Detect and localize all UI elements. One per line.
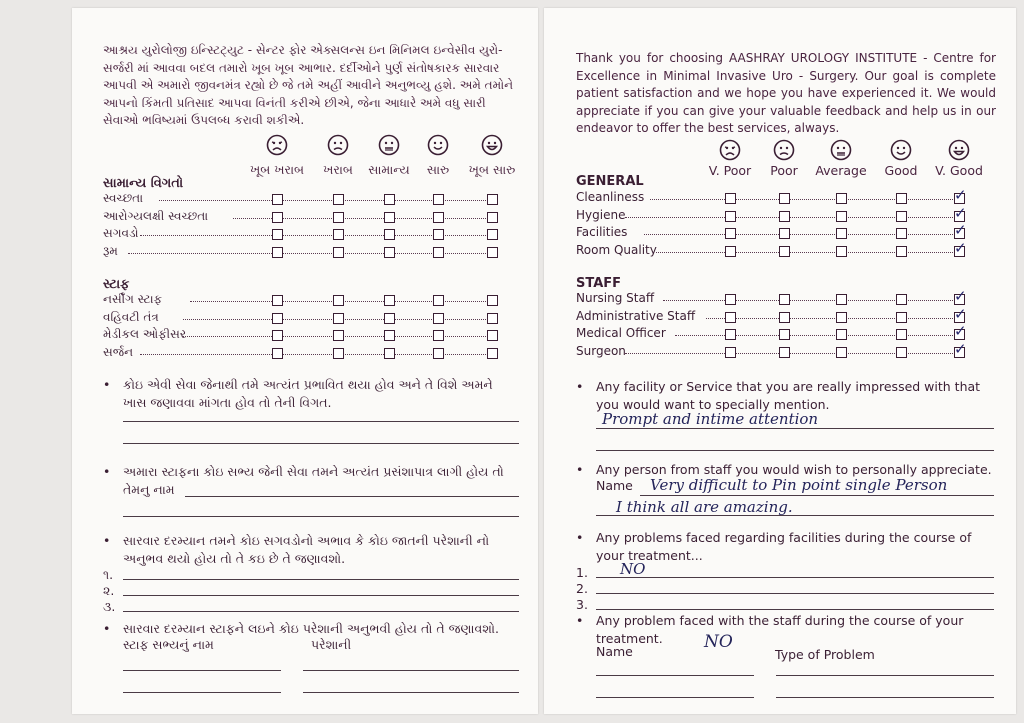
left-rating-checkbox[interactable] <box>487 194 498 205</box>
bullet-icon: • <box>103 621 111 636</box>
check-mark-icon: ✓ <box>954 203 967 222</box>
neutral-face-icon <box>830 139 852 161</box>
right-rating-checkbox[interactable] <box>836 312 847 323</box>
right-q4-type-label: Type of Problem <box>775 647 875 662</box>
answer-line[interactable] <box>776 675 994 676</box>
right-rating-checkbox[interactable] <box>836 347 847 358</box>
left-general-title: સામાન્ય વિગતો <box>103 176 184 191</box>
left-rating-label: ખરાબ <box>323 162 353 177</box>
left-rating-label: ખૂબ સારુ <box>468 162 516 177</box>
left-row-label: મેડીકલ ઓફીસર <box>103 327 187 341</box>
right-rating-checkbox[interactable] <box>896 312 907 323</box>
leader-dots <box>650 199 959 200</box>
right-rating-checkbox[interactable] <box>779 347 790 358</box>
sad-face-icon <box>327 134 349 156</box>
answer-line[interactable] <box>123 670 281 671</box>
answer-line[interactable] <box>776 697 994 698</box>
left-staff-title: સ્ટાફ <box>103 277 130 292</box>
right-rating-label: V. Good <box>935 163 983 178</box>
answer-line[interactable] <box>596 450 994 451</box>
right-rating-checkbox[interactable] <box>725 246 736 257</box>
right-rating-checkbox[interactable] <box>896 329 907 340</box>
left-rating-checkbox[interactable] <box>272 229 283 240</box>
right-rating-label: Average <box>815 163 867 178</box>
leader-dots <box>656 252 959 253</box>
check-mark-icon: ✓ <box>954 238 967 257</box>
check-mark-icon: ✓ <box>954 287 967 305</box>
right-rating-checkbox[interactable] <box>779 228 790 239</box>
left-rating-label: સારુ <box>426 162 450 177</box>
right-rating-checkbox[interactable] <box>779 193 790 204</box>
handwritten-answer-q1: Prompt and intime attention <box>602 410 819 428</box>
left-rating-label: ખૂબ ખરાબ <box>249 162 305 177</box>
left-q2: અમારા સ્ટાફના કોઇ સભ્ય જેની સેવા તમને અત્યંત પ્રસંશાપાત્ર લાગી હોય તો તેમનુ નામ <box>123 464 504 497</box>
leader-dots <box>675 335 959 336</box>
left-rating-checkbox[interactable] <box>433 313 444 324</box>
left-rating-checkbox[interactable] <box>272 247 283 258</box>
left-rating-checkbox[interactable] <box>384 194 395 205</box>
right-rating-checkbox[interactable] <box>896 294 907 305</box>
answer-line[interactable] <box>596 697 754 698</box>
left-rating-checkbox[interactable] <box>384 247 395 258</box>
answer-line[interactable] <box>640 495 994 496</box>
answer-line[interactable] <box>596 593 994 594</box>
very-sad-face-icon <box>266 134 288 156</box>
left-rating-checkbox[interactable] <box>487 247 498 258</box>
left-rating-checkbox[interactable] <box>384 330 395 341</box>
right-row-label: Cleanliness <box>576 190 645 204</box>
check-mark-icon: ✓ <box>954 304 967 323</box>
left-row-label: વહિવટી તંત્ર <box>103 309 159 324</box>
left-q3-num-1: ૧. <box>103 567 114 582</box>
left-q3-num-3: ૩. <box>103 599 116 614</box>
right-rating-checkbox[interactable] <box>779 294 790 305</box>
bullet-icon: • <box>576 530 584 545</box>
answer-line[interactable] <box>303 670 519 671</box>
left-row-label: સર્જન <box>103 344 134 359</box>
left-rating-checkbox[interactable] <box>433 212 444 223</box>
right-rating-checkbox[interactable] <box>836 329 847 340</box>
right-rating-checkbox[interactable] <box>725 312 736 323</box>
left-rating-checkbox[interactable] <box>333 313 344 324</box>
left-q3: સારવાર દરમ્યાન તમને કોઇ સગવડોનો અભાવ કે કોઇ જાતની પરેશાની નો અનુભવ થયો હોય તો તે કઇ છે તે જણાવશો. <box>123 533 490 566</box>
check-mark-icon: ✓ <box>954 186 967 204</box>
right-q3-num-2: 2. <box>576 581 588 596</box>
right-rating-checkbox[interactable] <box>896 211 907 222</box>
left-rating-checkbox[interactable] <box>272 330 283 341</box>
handwritten-answer-q4: NO <box>704 632 733 652</box>
left-rating-checkbox[interactable] <box>433 247 444 258</box>
left-rating-checkbox[interactable] <box>272 348 283 359</box>
bullet-icon: • <box>103 464 111 479</box>
right-q1: Any facility or Service that you are really impressed with that you would want to specially mention. <box>596 379 981 412</box>
answer-line[interactable] <box>123 692 281 693</box>
right-rating-checkbox[interactable] <box>725 228 736 239</box>
right-row-label: Hygiene <box>576 207 626 222</box>
left-rating-checkbox[interactable] <box>333 247 344 258</box>
big-smile-face-icon <box>481 134 503 156</box>
leader-dots <box>625 353 959 354</box>
answer-line[interactable] <box>123 443 519 444</box>
bullet-icon: • <box>576 462 584 477</box>
answer-line[interactable] <box>596 515 994 516</box>
check-mark-icon: ✓ <box>954 322 967 340</box>
left-rating-checkbox[interactable] <box>433 194 444 205</box>
bullet-icon: • <box>103 533 111 548</box>
left-rating-checkbox[interactable] <box>384 348 395 359</box>
left-rating-checkbox[interactable] <box>384 229 395 240</box>
answer-line[interactable] <box>596 428 994 429</box>
left-row-label: નર્સીંગ સ્ટાફ <box>103 292 163 306</box>
left-rating-checkbox[interactable] <box>487 330 498 341</box>
right-staff-title: STAFF <box>576 276 622 291</box>
right-rating-checkbox[interactable] <box>836 246 847 257</box>
big-smile-face-icon <box>948 139 970 161</box>
left-rating-checkbox[interactable] <box>333 295 344 306</box>
sad-face-icon <box>773 139 795 161</box>
right-rating-checkbox[interactable] <box>896 347 907 358</box>
right-rating-checkbox[interactable] <box>725 193 736 204</box>
left-rating-checkbox[interactable] <box>333 194 344 205</box>
right-row-label: Surgeon <box>576 343 626 358</box>
left-rating-checkbox[interactable] <box>272 313 283 324</box>
check-mark-icon: ✓ <box>954 339 967 358</box>
left-rating-checkbox[interactable] <box>487 229 498 240</box>
left-row-label: આરોગ્યલક્ષી સ્વચ્છતા <box>103 208 209 223</box>
right-row-label: Administrative Staff <box>576 308 696 323</box>
leader-dots <box>625 217 959 218</box>
right-q3: Any problems faced regarding facilities during the course of your treatment... <box>596 530 972 563</box>
leader-dots <box>706 318 959 319</box>
english-intro: Thank you for choosing AASHRAY UROLOGY INSTITUTE - Centre for Excellence in Minimal Invasive Uro - Surgery. Our goal is complete patient satisfaction and we hope you have experienced it. We would appreciate if you can give your valuable feedback and help us in our endeavor to offer the best services, always. <box>576 51 996 135</box>
left-rating-checkbox[interactable] <box>487 295 498 306</box>
left-rating-checkbox[interactable] <box>333 212 344 223</box>
right-q2-name-label: Name <box>596 478 633 493</box>
left-rating-checkbox[interactable] <box>272 295 283 306</box>
left-rating-checkbox[interactable] <box>272 194 283 205</box>
left-q4-col2: પરેશાની <box>311 637 352 652</box>
answer-line[interactable] <box>596 609 994 610</box>
right-q4-name-label: Name <box>596 644 633 659</box>
answer-line[interactable] <box>596 577 994 578</box>
left-q3-num-2: ૨. <box>103 583 115 598</box>
right-q4: Any problem faced with the staff during the course of your treatment. <box>596 613 964 646</box>
left-rating-checkbox[interactable] <box>433 330 444 341</box>
left-rating-checkbox[interactable] <box>272 212 283 223</box>
left-rating-checkbox[interactable] <box>384 313 395 324</box>
right-rating-checkbox[interactable] <box>836 211 847 222</box>
right-rating-checkbox[interactable] <box>725 294 736 305</box>
right-row-label: Facilities <box>576 225 628 239</box>
answer-line[interactable] <box>123 421 519 422</box>
right-rating-label: Poor <box>770 163 798 178</box>
left-row-label: રૂમ <box>103 243 118 258</box>
left-rating-checkbox[interactable] <box>384 295 395 306</box>
left-rating-checkbox[interactable] <box>487 348 498 359</box>
right-rating-checkbox[interactable] <box>725 347 736 358</box>
very-sad-face-icon <box>719 139 741 161</box>
leader-dots <box>644 234 959 235</box>
answer-line[interactable] <box>596 675 754 676</box>
right-rating-checkbox[interactable] <box>836 193 847 204</box>
leader-dots <box>663 300 959 301</box>
right-q3-num-1: 1. <box>576 565 588 580</box>
left-row-label: સગવડો <box>103 226 139 240</box>
answer-line[interactable] <box>185 496 519 497</box>
handwritten-answer-q3: NO <box>620 560 646 578</box>
right-rating-checkbox[interactable] <box>836 228 847 239</box>
right-rating-checkbox[interactable] <box>725 211 736 222</box>
left-rating-checkbox[interactable] <box>433 229 444 240</box>
right-general-title: GENERAL <box>576 174 644 189</box>
answer-line[interactable] <box>123 579 519 580</box>
gujarati-intro: આશ્રય યુરોલોજી ઇન્સ્ટિટ્યુટ - સેન્ટર ફોર એક્સલન્સ ઇન મિનિમલ ઇન્વેસીવ યુરો-સર્જરી માં આવવા બદલ તમારો ખૂબ ખૂબ આભાર. દર્દીઓને પુર્ણ સંતોષકારક સારવાર આપવી એ અમારો જીવનમંત્ર રહ્યો છે જે તમે અહીં આવીને અનુભવ્યુ હશે. અમે તમોને આપનો કિંમતી પ્રતિસાદ આપવા વિનંતી કરીએ છીએ, જેના આધારે અમે વધુ સારી સેવાઓ ભવિષ્યમાં ઉપલબ્ધ કરાવી શકીએ. <box>103 43 514 127</box>
answer-line[interactable] <box>123 516 519 517</box>
right-q2: Any person from staff you would wish to personally appreciate. <box>596 462 992 477</box>
check-mark-icon: ✓ <box>954 221 967 239</box>
left-rating-checkbox[interactable] <box>384 212 395 223</box>
left-rating-checkbox[interactable] <box>333 229 344 240</box>
right-rating-checkbox[interactable] <box>779 312 790 323</box>
right-row-label: Room Quality <box>576 242 657 257</box>
right-q3-num-3: 3. <box>576 597 588 612</box>
left-rating-checkbox[interactable] <box>433 295 444 306</box>
handwritten-answer-q2-line1: Very difficult to Pin point single Person <box>650 476 948 494</box>
left-row-label: સ્વચ્છતા <box>103 191 144 205</box>
right-rating-checkbox[interactable] <box>836 294 847 305</box>
left-q1: કોઇ એવી સેવા જેનાથી તમે અત્યંત પ્રભાવિત થયા હોવ અને તે વિશે અમને ખાસ જણાવવા માંગતા હોવ તો તેની વિગત. <box>123 377 493 410</box>
left-rating-checkbox[interactable] <box>333 330 344 341</box>
bullet-icon: • <box>103 377 111 392</box>
right-rating-checkbox[interactable] <box>896 193 907 204</box>
left-q4: સારવાર દરમ્યાન સ્ટાફને લઇને કોઇ પરેશાની અનુભવી હોય તો તે જણાવશો. <box>123 621 499 636</box>
answer-line[interactable] <box>303 692 519 693</box>
answer-line[interactable] <box>123 611 519 612</box>
left-rating-label: સામાન્ય <box>368 162 410 177</box>
smile-face-icon <box>427 134 449 156</box>
answer-line[interactable] <box>123 595 519 596</box>
right-rating-checkbox[interactable] <box>779 211 790 222</box>
left-rating-checkbox[interactable] <box>487 313 498 324</box>
right-rating-label: V. Poor <box>708 163 752 178</box>
smile-face-icon <box>890 139 912 161</box>
right-rating-checkbox[interactable] <box>896 228 907 239</box>
right-rating-checkbox[interactable] <box>779 246 790 257</box>
right-row-label: Nursing Staff <box>576 291 655 305</box>
bullet-icon: • <box>576 613 584 628</box>
right-row-label: Medical Officer <box>576 326 666 340</box>
left-rating-checkbox[interactable] <box>487 212 498 223</box>
handwritten-answer-q2-line2: I think all are amazing. <box>616 498 793 516</box>
bullet-icon: • <box>576 379 584 394</box>
left-rating-checkbox[interactable] <box>433 348 444 359</box>
neutral-face-icon <box>378 134 400 156</box>
left-rating-checkbox[interactable] <box>333 348 344 359</box>
left-q4-col1: સ્ટાફ સભ્યનું નામ <box>123 637 214 652</box>
right-rating-checkbox[interactable] <box>725 329 736 340</box>
right-rating-checkbox[interactable] <box>779 329 790 340</box>
right-rating-label: Good <box>884 163 918 178</box>
right-rating-checkbox[interactable] <box>896 246 907 257</box>
